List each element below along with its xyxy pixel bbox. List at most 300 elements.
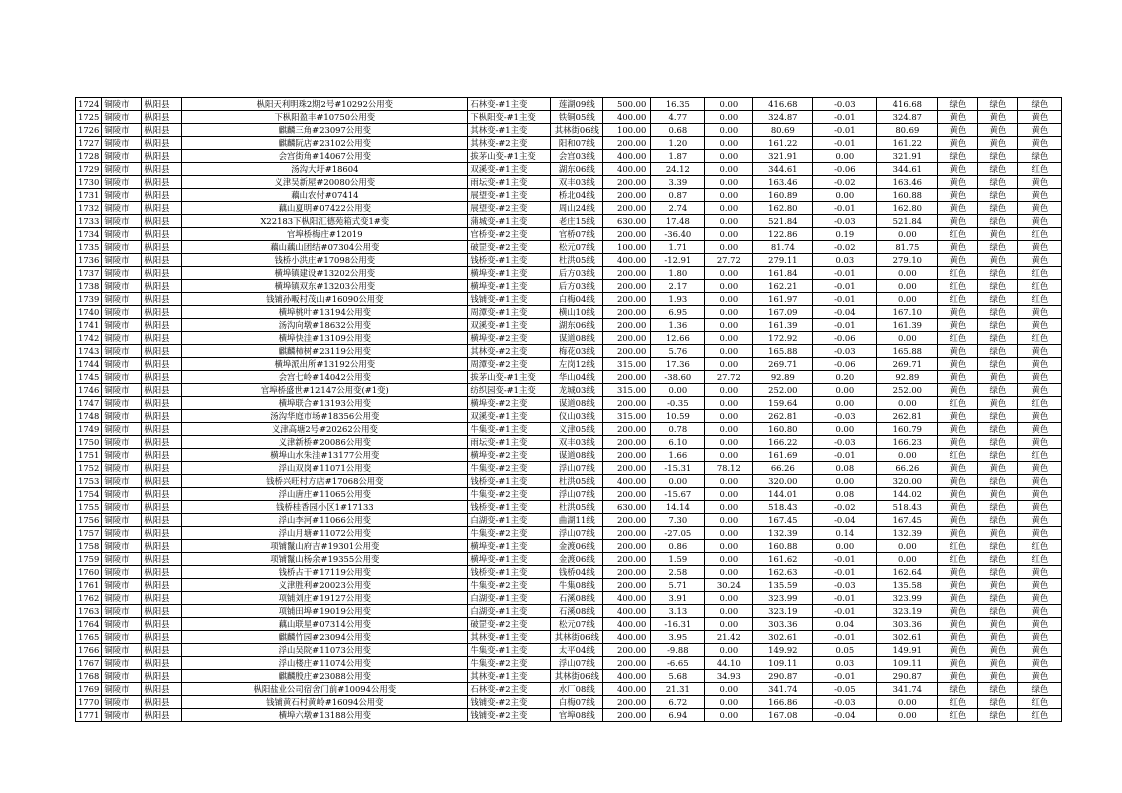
transformer-name-cell: 官埠桥盛世#12147公用变(#1变) <box>182 384 468 397</box>
city-cell: 铜陵市 <box>102 462 142 475</box>
value-d-cell: -0.01 <box>813 631 877 644</box>
main-transformer-cell: 牛集变-#2主变 <box>468 579 551 592</box>
capacity-cell: 630.00 <box>603 501 651 514</box>
value-b-cell: 0.00 <box>705 163 753 176</box>
row-number-cell: 1751 <box>76 449 102 462</box>
feeder-line-cell: 阳和07线 <box>551 137 603 150</box>
transformer-name-cell: X22183下枞阳汇德苑箱式变1#变 <box>182 215 468 228</box>
capacity-cell: 200.00 <box>603 293 651 306</box>
city-cell: 铜陵市 <box>102 618 142 631</box>
transformer-name-cell: 钱桥占干#17119公用变 <box>182 566 468 579</box>
value-e-cell: 290.87 <box>877 670 938 683</box>
value-c-cell: 320.00 <box>753 475 813 488</box>
transformer-name-cell: 枞阳盐业公司宿舍门前#10094公用变 <box>182 683 468 696</box>
row-number-cell: 1735 <box>76 241 102 254</box>
table-row <box>76 345 1062 358</box>
table-row <box>76 579 1062 592</box>
main-transformer-cell: 下枞阳变-#1主变 <box>468 111 551 124</box>
main-transformer-cell: 石林变-#2主变 <box>468 683 551 696</box>
capacity-cell: 200.00 <box>603 553 651 566</box>
transformer-name-cell: 横埠镇双东#13203公用变 <box>182 280 468 293</box>
city-cell: 铜陵市 <box>102 488 142 501</box>
county-cell: 枞阳县 <box>142 540 182 553</box>
value-a-cell: 2.58 <box>651 566 705 579</box>
status-color-1-cell: 红色 <box>938 709 978 722</box>
status-color-1-cell: 黄色 <box>938 592 978 605</box>
row-number-cell: 1727 <box>76 137 102 150</box>
county-cell: 枞阳县 <box>142 150 182 163</box>
row-number-cell: 1729 <box>76 163 102 176</box>
feeder-line-cell: 水厂08线 <box>551 683 603 696</box>
main-transformer-cell: 横埠变-#1主变 <box>468 553 551 566</box>
value-b-cell: 0.00 <box>705 332 753 345</box>
value-c-cell: 161.69 <box>753 449 813 462</box>
value-a-cell: 0.00 <box>651 475 705 488</box>
status-color-1-cell: 红色 <box>938 280 978 293</box>
status-color-2-cell: 绿色 <box>978 592 1018 605</box>
feeder-line-cell: 双丰03线 <box>551 436 603 449</box>
value-d-cell: -0.03 <box>813 436 877 449</box>
feeder-line-cell: 浮山07线 <box>551 657 603 670</box>
value-d-cell: 0.14 <box>813 527 877 540</box>
value-a-cell: 6.95 <box>651 306 705 319</box>
status-color-1-cell: 黄色 <box>938 111 978 124</box>
status-color-3-cell: 黄色 <box>1018 124 1062 137</box>
status-color-1-cell: 红色 <box>938 332 978 345</box>
value-c-cell: 302.61 <box>753 631 813 644</box>
value-a-cell: 1.80 <box>651 267 705 280</box>
value-d-cell: -0.03 <box>813 215 877 228</box>
main-transformer-cell: 破罡变-#2主变 <box>468 241 551 254</box>
status-color-3-cell: 黄色 <box>1018 670 1062 683</box>
status-color-3-cell: 黄色 <box>1018 111 1062 124</box>
value-a-cell: -16.31 <box>651 618 705 631</box>
county-cell: 枞阳县 <box>142 644 182 657</box>
feeder-line-cell: 义津05线 <box>551 423 603 436</box>
capacity-cell: 200.00 <box>603 566 651 579</box>
status-color-3-cell: 黄色 <box>1018 254 1062 267</box>
table-row <box>76 631 1062 644</box>
row-number-cell: 1746 <box>76 384 102 397</box>
value-e-cell: 321.91 <box>877 150 938 163</box>
city-cell: 铜陵市 <box>102 683 142 696</box>
city-cell: 铜陵市 <box>102 527 142 540</box>
main-transformer-cell: 周潭变-#1主变 <box>468 306 551 319</box>
value-e-cell: 0.00 <box>877 228 938 241</box>
transformer-name-cell: 麒麟三角#23097公用变 <box>182 124 468 137</box>
main-transformer-cell: 双溪变-#1主变 <box>468 163 551 176</box>
value-b-cell: 0.00 <box>705 410 753 423</box>
table-row <box>76 553 1062 566</box>
transformer-name-cell: 钱铺黄石村黄岭#16094公用变 <box>182 696 468 709</box>
row-number-cell: 1733 <box>76 215 102 228</box>
capacity-cell: 200.00 <box>603 488 651 501</box>
value-c-cell: 135.59 <box>753 579 813 592</box>
status-color-2-cell: 绿色 <box>978 319 1018 332</box>
status-color-2-cell: 绿色 <box>978 514 1018 527</box>
main-transformer-cell: 钱桥变-#1主变 <box>468 475 551 488</box>
value-b-cell: 44.10 <box>705 657 753 670</box>
value-a-cell: 10.59 <box>651 410 705 423</box>
capacity-cell: 200.00 <box>603 423 651 436</box>
status-color-3-cell: 黄色 <box>1018 345 1062 358</box>
county-cell: 枞阳县 <box>142 319 182 332</box>
main-transformer-cell: 其林变-#1主变 <box>468 124 551 137</box>
status-color-2-cell: 绿色 <box>978 267 1018 280</box>
value-a-cell: 14.14 <box>651 501 705 514</box>
status-color-3-cell: 黄色 <box>1018 566 1062 579</box>
status-color-3-cell: 黄色 <box>1018 501 1062 514</box>
status-color-1-cell: 绿色 <box>938 683 978 696</box>
main-transformer-cell: 钱铺变-#1主变 <box>468 293 551 306</box>
feeder-line-cell: 周山24线 <box>551 202 603 215</box>
capacity-cell: 400.00 <box>603 670 651 683</box>
value-b-cell: 0.00 <box>705 501 753 514</box>
row-number-cell: 1768 <box>76 670 102 683</box>
county-cell: 枞阳县 <box>142 241 182 254</box>
value-c-cell: 161.22 <box>753 137 813 150</box>
city-cell: 铜陵市 <box>102 384 142 397</box>
status-color-1-cell: 黄色 <box>938 215 978 228</box>
transformer-name-cell: 项铺刘庄#19127公用变 <box>182 592 468 605</box>
county-cell: 枞阳县 <box>142 215 182 228</box>
status-color-2-cell: 绿色 <box>978 566 1018 579</box>
value-e-cell: 163.46 <box>877 176 938 189</box>
value-b-cell: 30.24 <box>705 579 753 592</box>
county-cell: 枞阳县 <box>142 397 182 410</box>
county-cell: 枞阳县 <box>142 293 182 306</box>
value-b-cell: 0.00 <box>705 202 753 215</box>
value-e-cell: 518.43 <box>877 501 938 514</box>
county-cell: 枞阳县 <box>142 566 182 579</box>
value-c-cell: 262.81 <box>753 410 813 423</box>
status-color-3-cell: 红色 <box>1018 163 1062 176</box>
status-color-3-cell: 黄色 <box>1018 657 1062 670</box>
value-b-cell: 0.00 <box>705 306 753 319</box>
value-e-cell: 0.00 <box>877 540 938 553</box>
value-c-cell: 163.46 <box>753 176 813 189</box>
row-number-cell: 1749 <box>76 423 102 436</box>
value-d-cell: -0.03 <box>813 345 877 358</box>
city-cell: 铜陵市 <box>102 280 142 293</box>
row-number-cell: 1728 <box>76 150 102 163</box>
row-number-cell: 1738 <box>76 280 102 293</box>
value-b-cell: 0.00 <box>705 280 753 293</box>
value-a-cell: -12.91 <box>651 254 705 267</box>
row-number-cell: 1756 <box>76 514 102 527</box>
value-c-cell: 321.91 <box>753 150 813 163</box>
value-e-cell: 521.84 <box>877 215 938 228</box>
value-d-cell: -0.04 <box>813 306 877 319</box>
city-cell: 铜陵市 <box>102 423 142 436</box>
status-color-1-cell: 黄色 <box>938 423 978 436</box>
transformer-name-cell: 义津吴新屋#20080公用变 <box>182 176 468 189</box>
table-row <box>76 709 1062 722</box>
status-color-1-cell: 红色 <box>938 696 978 709</box>
feeder-line-cell: 其林街06线 <box>551 631 603 644</box>
capacity-cell: 400.00 <box>603 475 651 488</box>
value-e-cell: 144.02 <box>877 488 938 501</box>
feeder-line-cell: 浮山07线 <box>551 527 603 540</box>
county-cell: 枞阳县 <box>142 423 182 436</box>
status-color-1-cell: 黄色 <box>938 124 978 137</box>
feeder-line-cell: 钱桥04线 <box>551 566 603 579</box>
county-cell: 枞阳县 <box>142 462 182 475</box>
value-b-cell: 0.00 <box>705 475 753 488</box>
value-e-cell: 302.61 <box>877 631 938 644</box>
value-a-cell: 17.48 <box>651 215 705 228</box>
value-d-cell: 0.05 <box>813 644 877 657</box>
transformer-name-cell: 浮山李河#11066公用变 <box>182 514 468 527</box>
value-a-cell: 1.20 <box>651 137 705 150</box>
value-c-cell: 167.09 <box>753 306 813 319</box>
value-a-cell: -36.40 <box>651 228 705 241</box>
status-color-2-cell: 黄色 <box>978 644 1018 657</box>
value-d-cell: -0.01 <box>813 566 877 579</box>
capacity-cell: 200.00 <box>603 202 651 215</box>
value-e-cell: 0.00 <box>877 449 938 462</box>
value-c-cell: 166.86 <box>753 696 813 709</box>
main-transformer-cell: 钱桥变-#1主变 <box>468 501 551 514</box>
status-color-2-cell: 绿色 <box>978 358 1018 371</box>
value-e-cell: 81.75 <box>877 241 938 254</box>
status-color-2-cell: 绿色 <box>978 306 1018 319</box>
status-color-1-cell: 黄色 <box>938 657 978 670</box>
value-e-cell: 324.87 <box>877 111 938 124</box>
table-row <box>76 397 1062 410</box>
city-cell: 铜陵市 <box>102 254 142 267</box>
status-color-2-cell: 绿色 <box>978 553 1018 566</box>
status-color-2-cell: 黄色 <box>978 254 1018 267</box>
city-cell: 铜陵市 <box>102 709 142 722</box>
value-b-cell: 0.00 <box>705 696 753 709</box>
feeder-line-cell: 左岗12线 <box>551 358 603 371</box>
value-b-cell: 0.00 <box>705 176 753 189</box>
status-color-2-cell: 黄色 <box>978 631 1018 644</box>
value-b-cell: 0.00 <box>705 358 753 371</box>
city-cell: 铜陵市 <box>102 189 142 202</box>
transformer-name-cell: 藕山夏明#07422公用变 <box>182 202 468 215</box>
value-b-cell: 0.00 <box>705 566 753 579</box>
value-a-cell: 6.10 <box>651 436 705 449</box>
status-color-1-cell: 黄色 <box>938 436 978 449</box>
row-number-cell: 1740 <box>76 306 102 319</box>
transformer-name-cell: 会宫七岭#14042公用变 <box>182 371 468 384</box>
main-transformer-cell: 拔茅山变-#1主变 <box>468 150 551 163</box>
capacity-cell: 200.00 <box>603 137 651 150</box>
row-number-cell: 1767 <box>76 657 102 670</box>
value-e-cell: 0.00 <box>877 553 938 566</box>
status-color-2-cell: 黄色 <box>978 228 1018 241</box>
main-transformer-cell: 其林变-#1主变 <box>468 670 551 683</box>
transformer-name-cell: 汤沟向墩#18632公用变 <box>182 319 468 332</box>
transformer-name-cell: 藕山藕山团结#07304公用变 <box>182 241 468 254</box>
status-color-1-cell: 红色 <box>938 553 978 566</box>
city-cell: 铜陵市 <box>102 137 142 150</box>
transformer-name-cell: 项铺田埠#19019公用变 <box>182 605 468 618</box>
status-color-1-cell: 红色 <box>938 293 978 306</box>
value-c-cell: 66.26 <box>753 462 813 475</box>
value-e-cell: 320.00 <box>877 475 938 488</box>
city-cell: 铜陵市 <box>102 319 142 332</box>
row-number-cell: 1770 <box>76 696 102 709</box>
value-e-cell: 92.89 <box>877 371 938 384</box>
county-cell: 枞阳县 <box>142 514 182 527</box>
feeder-line-cell: 浮山07线 <box>551 462 603 475</box>
status-color-3-cell: 黄色 <box>1018 371 1062 384</box>
capacity-cell: 400.00 <box>603 605 651 618</box>
county-cell: 枞阳县 <box>142 306 182 319</box>
feeder-line-cell: 松元07线 <box>551 241 603 254</box>
value-e-cell: 0.00 <box>877 397 938 410</box>
value-d-cell: 0.00 <box>813 397 877 410</box>
table-row <box>76 358 1062 371</box>
status-color-3-cell: 黄色 <box>1018 319 1062 332</box>
status-color-3-cell: 黄色 <box>1018 514 1062 527</box>
capacity-cell: 200.00 <box>603 306 651 319</box>
row-number-cell: 1763 <box>76 605 102 618</box>
capacity-cell: 100.00 <box>603 124 651 137</box>
row-number-cell: 1755 <box>76 501 102 514</box>
table-row <box>76 462 1062 475</box>
main-transformer-cell: 钱铺变-#2主变 <box>468 696 551 709</box>
value-d-cell: -0.06 <box>813 332 877 345</box>
value-c-cell: 161.84 <box>753 267 813 280</box>
value-b-cell: 0.00 <box>705 605 753 618</box>
table-row <box>76 371 1062 384</box>
table-row <box>76 540 1062 553</box>
capacity-cell: 400.00 <box>603 592 651 605</box>
status-color-2-cell: 黄色 <box>978 488 1018 501</box>
value-b-cell: 0.00 <box>705 150 753 163</box>
status-color-3-cell: 黄色 <box>1018 176 1062 189</box>
value-b-cell: 0.00 <box>705 540 753 553</box>
status-color-1-cell: 黄色 <box>938 527 978 540</box>
status-color-3-cell: 红色 <box>1018 540 1062 553</box>
feeder-line-cell: 华山04线 <box>551 371 603 384</box>
value-b-cell: 0.00 <box>705 111 753 124</box>
value-d-cell: -0.01 <box>813 605 877 618</box>
table-row <box>76 488 1062 501</box>
capacity-cell: 400.00 <box>603 618 651 631</box>
feeder-line-cell: 石溪08线 <box>551 592 603 605</box>
value-d-cell: -0.03 <box>813 98 877 111</box>
status-color-3-cell: 红色 <box>1018 696 1062 709</box>
capacity-cell: 200.00 <box>603 709 651 722</box>
value-a-cell: 3.13 <box>651 605 705 618</box>
value-b-cell: 0.00 <box>705 514 753 527</box>
city-cell: 铜陵市 <box>102 371 142 384</box>
city-cell: 铜陵市 <box>102 449 142 462</box>
row-number-cell: 1724 <box>76 98 102 111</box>
value-e-cell: 132.39 <box>877 527 938 540</box>
status-color-3-cell: 红色 <box>1018 553 1062 566</box>
value-d-cell: 0.00 <box>813 540 877 553</box>
capacity-cell: 200.00 <box>603 332 651 345</box>
value-b-cell: 27.72 <box>705 254 753 267</box>
status-color-2-cell: 黄色 <box>978 137 1018 150</box>
feeder-line-cell: 白梅07线 <box>551 696 603 709</box>
value-c-cell: 80.69 <box>753 124 813 137</box>
row-number-cell: 1764 <box>76 618 102 631</box>
status-color-2-cell: 绿色 <box>978 410 1018 423</box>
value-a-cell: 0.87 <box>651 189 705 202</box>
value-c-cell: 122.86 <box>753 228 813 241</box>
status-color-1-cell: 黄色 <box>938 670 978 683</box>
capacity-cell: 400.00 <box>603 150 651 163</box>
feeder-line-cell: 其林街06线 <box>551 124 603 137</box>
value-a-cell: 5.68 <box>651 670 705 683</box>
county-cell: 枞阳县 <box>142 254 182 267</box>
value-c-cell: 290.87 <box>753 670 813 683</box>
table-row <box>76 683 1062 696</box>
table-row <box>76 189 1062 202</box>
status-color-3-cell: 黄色 <box>1018 644 1062 657</box>
status-color-2-cell: 绿色 <box>978 683 1018 696</box>
table-row <box>76 150 1062 163</box>
table-row <box>76 670 1062 683</box>
status-color-3-cell: 绿色 <box>1018 683 1062 696</box>
value-e-cell: 167.10 <box>877 306 938 319</box>
main-transformer-cell: 钱桥变-#1主变 <box>468 566 551 579</box>
value-b-cell: 0.00 <box>705 98 753 111</box>
value-c-cell: 161.62 <box>753 553 813 566</box>
main-transformer-cell: 其林变-#2主变 <box>468 345 551 358</box>
transformer-name-cell: 横埠镇建设#13202公用变 <box>182 267 468 280</box>
county-cell: 枞阳县 <box>142 202 182 215</box>
value-e-cell: 416.68 <box>877 98 938 111</box>
value-d-cell: -0.06 <box>813 358 877 371</box>
main-transformer-cell: 双溪变-#1主变 <box>468 319 551 332</box>
transformer-name-cell: 浮山唐庄#11065公用变 <box>182 488 468 501</box>
value-a-cell: 17.36 <box>651 358 705 371</box>
table-row <box>76 449 1062 462</box>
feeder-line-cell: 白梅04线 <box>551 293 603 306</box>
feeder-line-cell: 谋道08线 <box>551 449 603 462</box>
status-color-2-cell: 绿色 <box>978 241 1018 254</box>
row-number-cell: 1765 <box>76 631 102 644</box>
value-d-cell: -0.03 <box>813 410 877 423</box>
county-cell: 枞阳县 <box>142 98 182 111</box>
main-transformer-cell: 白湖变-#1主变 <box>468 605 551 618</box>
row-number-cell: 1748 <box>76 410 102 423</box>
value-e-cell: 0.00 <box>877 280 938 293</box>
transformer-name-cell: 浮山吴院#11073公用变 <box>182 644 468 657</box>
capacity-cell: 200.00 <box>603 176 651 189</box>
value-d-cell: -0.01 <box>813 670 877 683</box>
value-a-cell: 6.72 <box>651 696 705 709</box>
value-b-cell: 0.00 <box>705 293 753 306</box>
status-color-3-cell: 绿色 <box>1018 98 1062 111</box>
city-cell: 铜陵市 <box>102 514 142 527</box>
status-color-3-cell: 红色 <box>1018 397 1062 410</box>
table-row <box>76 319 1062 332</box>
status-color-3-cell: 黄色 <box>1018 358 1062 371</box>
value-e-cell: 149.91 <box>877 644 938 657</box>
value-a-cell: 4.77 <box>651 111 705 124</box>
value-a-cell: 1.66 <box>651 449 705 462</box>
value-a-cell: -38.60 <box>651 371 705 384</box>
county-cell: 枞阳县 <box>142 670 182 683</box>
status-color-1-cell: 黄色 <box>938 163 978 176</box>
value-e-cell: 0.00 <box>877 293 938 306</box>
city-cell: 铜陵市 <box>102 657 142 670</box>
city-cell: 铜陵市 <box>102 397 142 410</box>
status-color-1-cell: 黄色 <box>938 319 978 332</box>
main-transformer-cell: 拔茅山变-#1主变 <box>468 371 551 384</box>
status-color-3-cell: 红色 <box>1018 293 1062 306</box>
value-d-cell: -0.01 <box>813 124 877 137</box>
